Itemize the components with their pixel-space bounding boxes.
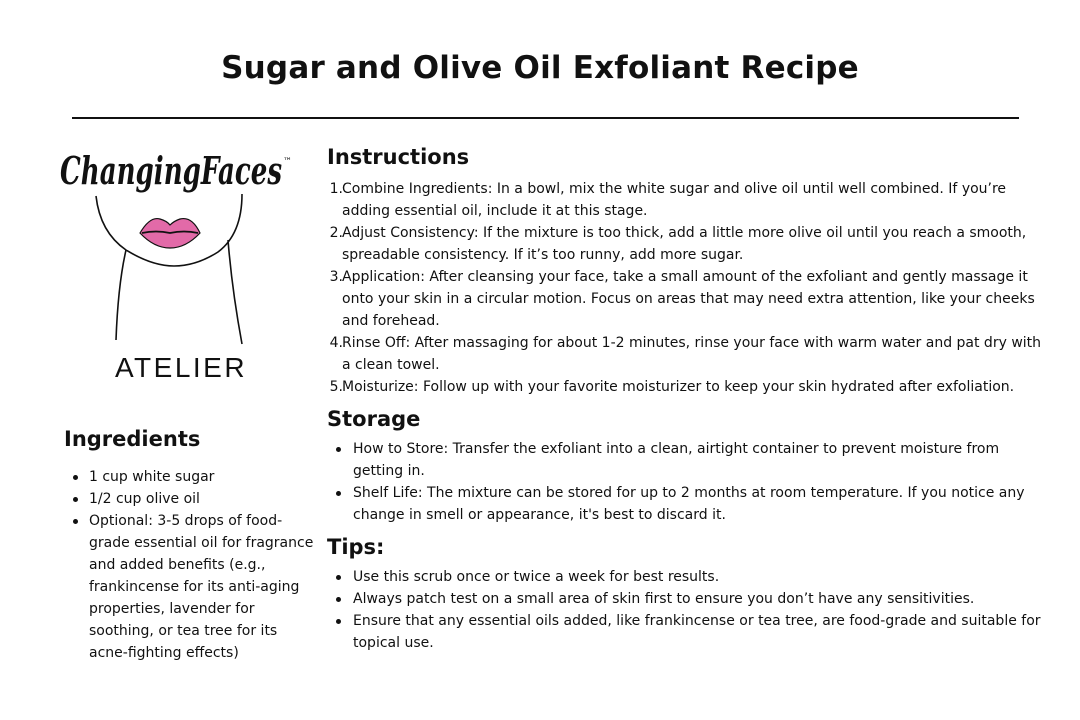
step-number: 5. bbox=[329, 379, 343, 395]
storage-list bbox=[327, 438, 1047, 526]
step-text: Rinse Off: After massaging for about 1-2 minutes, rinse your face with warm water and pat dry with a clean towel. bbox=[342, 335, 1042, 373]
tips-heading: Tips: bbox=[327, 535, 385, 559]
step-text: Application: After cleansing your face, take a small amount of the exfoliant and gently massage it onto your skin in a circular motion. Focus on areas that may need extra attention, like your cheeks and forehead. bbox=[342, 269, 1035, 329]
list-item bbox=[327, 376, 1047, 398]
list-item bbox=[327, 178, 1047, 222]
step-text: Moisturize: Follow up with your favorite moisturizer to keep your skin hydrated after exfoliation. bbox=[342, 379, 1015, 395]
list-item: 1/2 cup olive oil bbox=[64, 488, 314, 510]
list-item: Ensure that any essential oils added, like frankincense or tea tree, are food-grade and suitable for topical use. bbox=[327, 610, 1047, 654]
instructions-section bbox=[327, 142, 1047, 398]
list-item bbox=[327, 332, 1047, 376]
list-item: Use this scrub once or twice a week for best results. bbox=[327, 566, 1047, 588]
storage-section bbox=[327, 404, 1047, 526]
step-number: 1. bbox=[329, 181, 343, 197]
instructions-heading: Instructions bbox=[327, 145, 470, 169]
step-text: Adjust Consistency: If the mixture is too thick, add a little more olive oil until you reach a smooth, spreadable consistency. If it’s too runny, add more sugar. bbox=[342, 225, 1027, 263]
list-item: Always patch test on a small area of skin first to ensure you don’t have any sensitivities. bbox=[327, 588, 1047, 610]
step-number: 3. bbox=[329, 269, 343, 285]
step-text: Combine Ingredients: In a bowl, mix the white sugar and olive oil until well combined. If you’re adding essential oil, include it at this stage. bbox=[342, 181, 1007, 219]
step-number: 2. bbox=[329, 225, 343, 241]
list-item bbox=[327, 266, 1047, 332]
brand-name: ATELIER bbox=[114, 352, 248, 383]
tips-list bbox=[327, 566, 1047, 654]
trademark-symbol: ™ bbox=[283, 157, 292, 167]
title-divider bbox=[72, 117, 1019, 119]
page-title: Sugar and Olive Oil Exfoliant Recipe bbox=[221, 50, 859, 86]
instructions-list bbox=[327, 178, 1047, 398]
list-item: 1 cup white sugar bbox=[64, 466, 314, 488]
ingredients-section bbox=[64, 424, 314, 664]
face-outline-icon bbox=[56, 140, 306, 345]
list-item: How to Store: Transfer the exfoliant into a clean, airtight container to prevent moisture from getting in. bbox=[327, 438, 1047, 482]
list-item bbox=[327, 222, 1047, 266]
list-item: Shelf Life: The mixture can be stored for up to 2 months at room temperature. If you notice any change in smell or appearance, it's best to discard it. bbox=[327, 482, 1047, 526]
brand-script-text: ChangingFaces bbox=[60, 148, 282, 193]
ingredients-heading: Ingredients bbox=[64, 427, 201, 451]
list-item: Optional: 3-5 drops of food-grade essential oil for fragrance and added benefits (e.g., frankincense for its anti-aging properties, lavender for soothing, or tea tree for its acne-fighting effects) bbox=[64, 510, 314, 664]
step-number: 4. bbox=[329, 335, 343, 351]
storage-heading: Storage bbox=[327, 407, 421, 431]
tips-section bbox=[327, 532, 1047, 654]
directions-column bbox=[327, 142, 1047, 654]
ingredients-list bbox=[64, 466, 314, 664]
brand-logo bbox=[56, 140, 306, 390]
